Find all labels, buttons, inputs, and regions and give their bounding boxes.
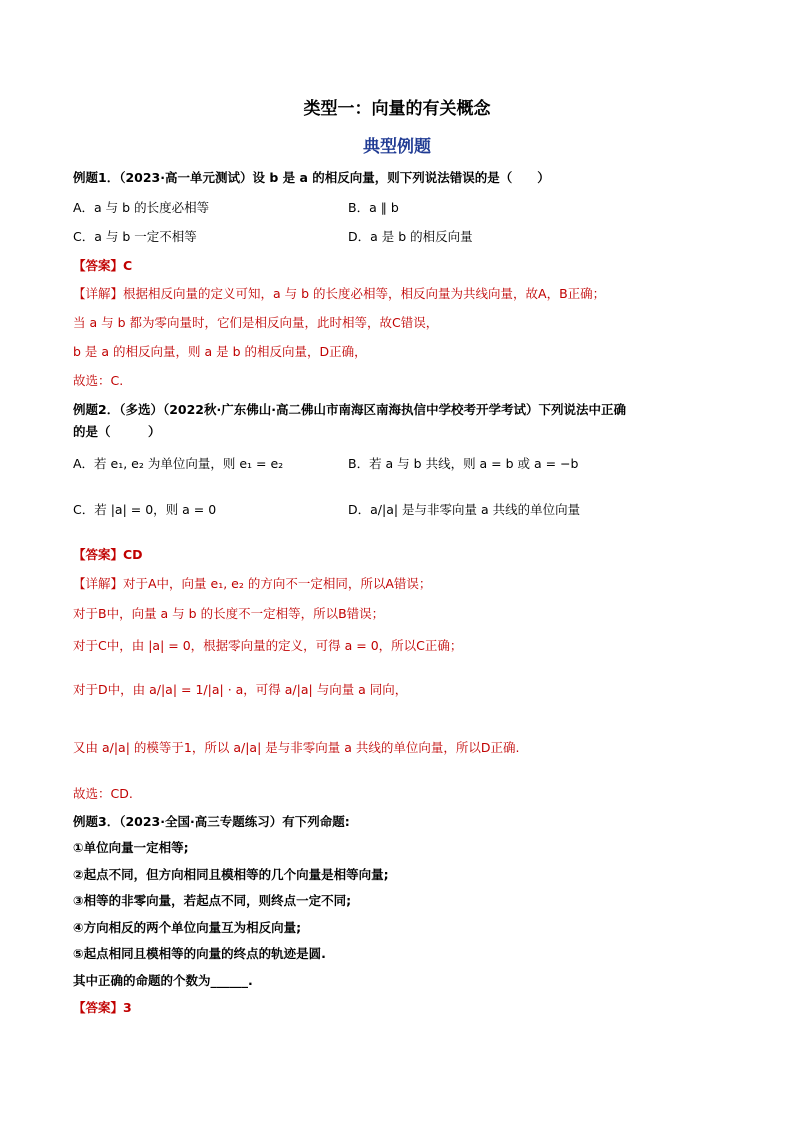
ex3-item-4: ④方向相反的两个单位向量互为相反向量; — [73, 920, 302, 935]
ex3-item-1: ①单位向量一定相等; — [73, 840, 189, 855]
ex3-item-2: ②起点不同，但方向相同且模相等的几个向量是相等向量; — [73, 867, 389, 882]
ex1-detail-3: b 是 a 的相反向量，则 a 是 b 的相反向量，D正确， — [73, 344, 367, 359]
ex2-option-c: C．若 |a| = 0，则 a = 0 — [73, 502, 217, 517]
ex2-detail-5: 又由 a/|a| 的模等于1，所以 a/|a| 是与非零向量 a 共线的单位向量，所以D正确. — [73, 740, 520, 755]
ex1-stem: 例题1．（2023·高一单元测试）设 b 是 a 的相反向量，则下列说法错误的是（ ） — [73, 170, 550, 185]
ex1-detail-2: 当 a 与 b 都为零向量时，它们是相反向量，此时相等，故C错误， — [73, 315, 439, 330]
ex1-detail-1: 【详解】根据相反向量的定义可知，a 与 b 的长度必相等，相反向量为共线向量，故A，B正确； — [73, 286, 606, 301]
ex2-option-a: A．若 e₁, e₂ 为单位向量，则 e₁ = e₂ — [73, 456, 284, 471]
ex2-choose: 故选：CD. — [73, 786, 133, 801]
ex2-answer: 【答案】CD — [73, 547, 143, 562]
section-title: 类型一：向量的有关概念 — [303, 99, 491, 119]
ex1-option-b: B．a ∥ b — [348, 200, 399, 215]
ex2-detail-1: 【详解】对于A中，向量 e₁, e₂ 的方向不一定相同，所以A错误； — [73, 576, 432, 591]
ex1-option-d: D．a 是 b 的相反向量 — [348, 229, 473, 244]
ex1-option-a: A．a 与 b 的长度必相等 — [73, 200, 210, 215]
ex3-question: 其中正确的命题的个数为______. — [73, 973, 253, 988]
ex1-option-c: C．a 与 b 一定不相等 — [73, 229, 197, 244]
ex1-choose: 故选：C. — [73, 373, 124, 388]
ex2-stem-1: 例题2．（多选）（2022秋·广东佛山·高二佛山市南海区南海执信中学校考开学考试）下列说法中正确 — [73, 402, 626, 417]
ex2-detail-4: 对于D中，由 a/|a| = 1/|a| · a，可得 a/|a| 与向量 a 同向， — [73, 682, 408, 697]
section-subtitle: 典型例题 — [363, 137, 431, 157]
ex2-option-b: B．若 a 与 b 共线，则 a = b 或 a = −b — [348, 456, 579, 471]
ex2-detail-3: 对于C中，由 |a| = 0，根据零向量的定义，可得 a = 0，所以C正确； — [73, 638, 463, 653]
ex2-stem-2: 的是（ ） — [73, 424, 161, 439]
ex1-answer: 【答案】C — [73, 258, 133, 273]
ex2-option-d: D．a/|a| 是与非零向量 a 共线的单位向量 — [348, 502, 581, 517]
ex3-stem: 例题3．（2023·全国·高三专题练习）有下列命题: — [73, 814, 350, 829]
ex2-detail-2: 对于B中，向量 a 与 b 的长度不一定相等，所以B错误； — [73, 606, 385, 621]
ex3-item-5: ⑤起点相同且模相等的向量的终点的轨迹是圆. — [73, 946, 326, 961]
ex3-answer: 【答案】3 — [73, 1000, 132, 1015]
ex3-item-3: ③相等的非零向量，若起点不同，则终点一定不同; — [73, 893, 352, 908]
